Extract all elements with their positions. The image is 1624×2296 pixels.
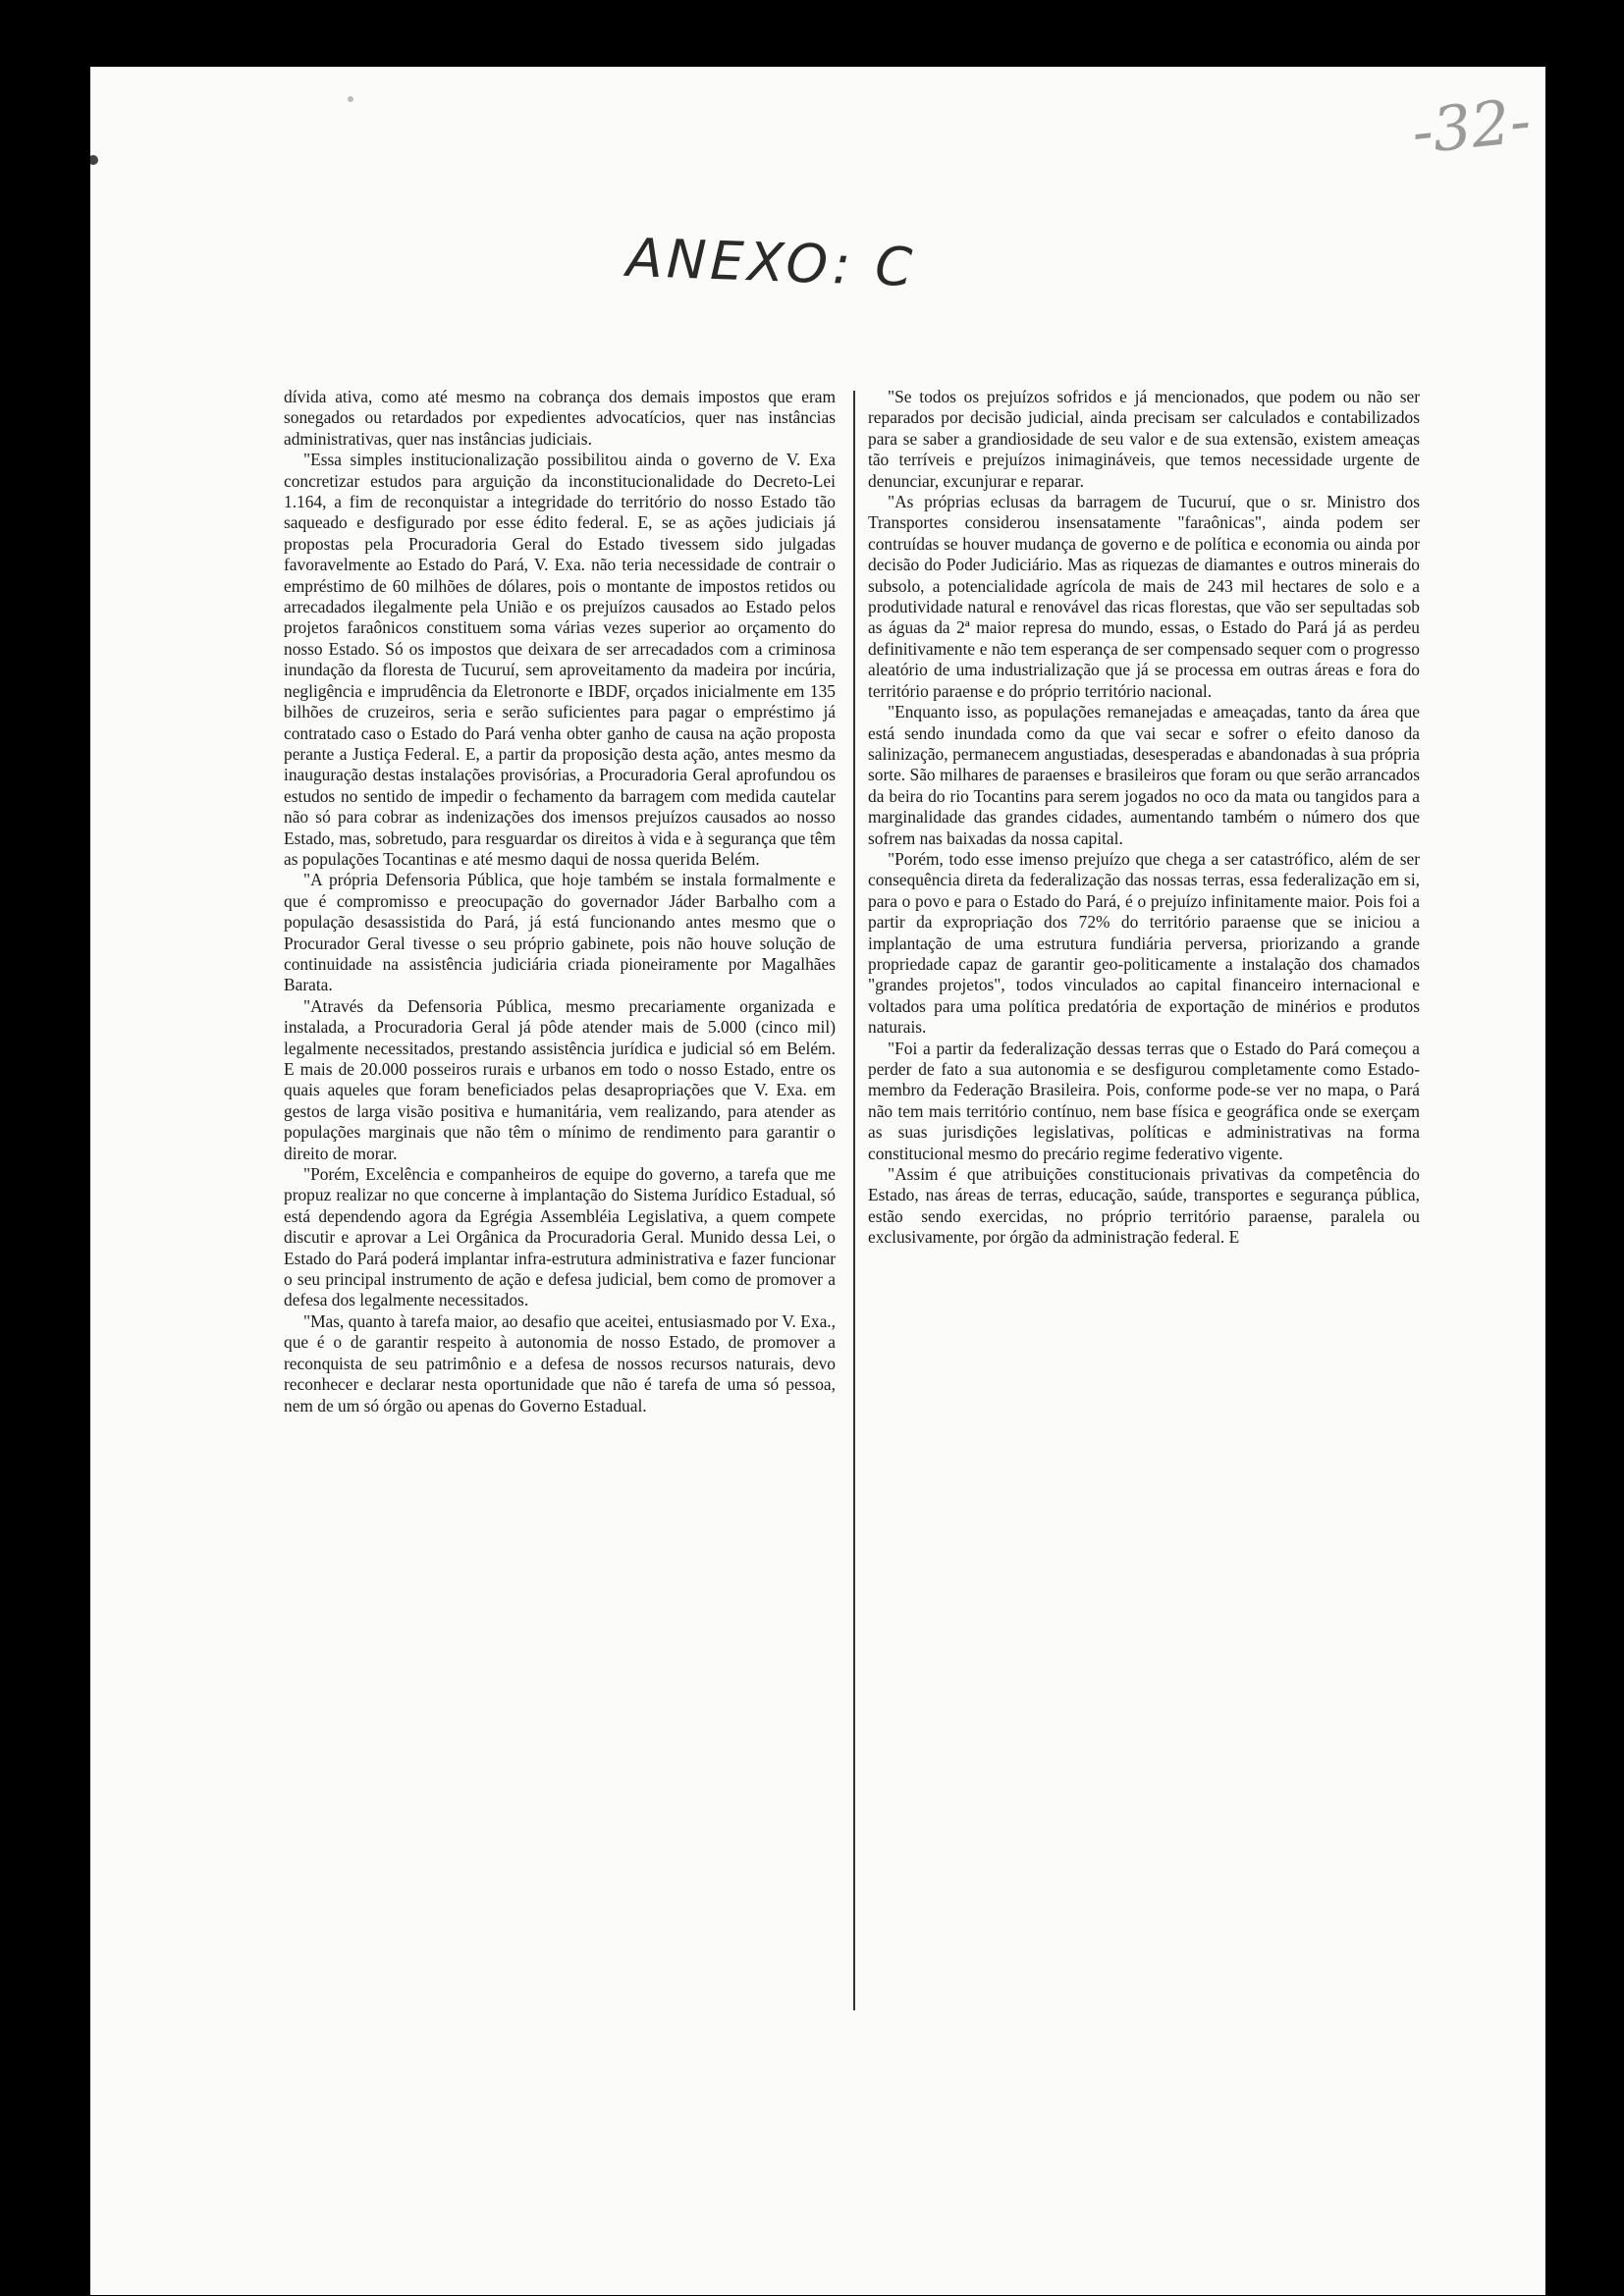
column-divider [853,391,855,2010]
paragraph: "A própria Defensoria Pública, que hoje também se instala formalmente e que é compromisso e preocupação do governador Jáder Barbalho com a população desassistida do Pará, já está funcionando antes mesmo que o Procurador Geral tivesse o seu próprio gabinete, pois não houve solução de continuidade na assistência judiciária criada pioneiramente por Magalhães Barata. [284,870,836,995]
paragraph: "Enquanto isso, as populações remanejadas e ameaçadas, tanto da área que está sendo inundada como da que vai secar e sofrer o efeito danoso da salinização, permanecem angustiadas, desesperadas e abandonadas à sua própria sorte. São milhares de paraenses e brasileiros que foram ou que serão arrancados da beira do rio Tocantins para serem jogados no oco da mata ou tangidos para a marginalidade das grandes cidades, aumentando também o número dos que sofrem nas baixadas da nossa capital. [868,702,1420,848]
paragraph: "Essa simples institucionalização possibilitou ainda o governo de V. Exa concretizar estudos para arguição da inconstitucionalidade do Decreto-Lei 1.164, a fim de reconquistar a integridade do território do nosso Estado tão saqueado e desfigurado por esse édito federal. E, se as ações judiciais já propostas pela Procuradoria Geral do Estado tivessem sido julgadas favoravelmente ao Estado do Pará, V. Exa. não teria necessidade de contrair o empréstimo de 60 milhões de dólares, pois o montante de impostos retidos ou arrecadados ilegalmente pela União e os prejuízos causados ao Estado pelos projetos faraônicos constituem soma várias vezes superior ao orçamento do nosso Estado. Só os impostos que deixara de ser arrecadados com a criminosa inundação da floresta de Tucuruí, sem aproveitamento da madeira por incúria, negligência e imprudência da Eletronorte e IBDF, orçados inicialmente em 135 bilhões de cruzeiros, seria e serão suficientes para pagar o empréstimo já contratado caso o Estado do Pará venha obter ganho de causa na ação proposta perante a Justiça Federal. E, a partir da proposição desta ação, antes mesmo da inauguração destas instalações provisórias, a Procuradoria Geral aprofundou os estudos no sentido de impedir o fechamento da barragem com medida cautelar não só para cobrar as indenizações dos imensos prejuízos causados ao nosso Estado, mas, sobretudo, para resguardar os direitos à vida e à segurança que têm as populações Tocantinas e até mesmo daqui de nossa querida Belém. [284,450,836,869]
annex-label: ANEXO: C [624,226,918,299]
paragraph: dívida ativa, como até mesmo na cobrança dos demais impostos que eram sonegados ou retardados por expedientes advocatícios, quer nas instâncias administrativas, quer nas instâncias judiciais. [284,387,836,449]
right-text-column [868,387,1420,1249]
paragraph: "Assim é que atribuições constitucionais privativas da competência do Estado, nas áreas de terras, educação, saúde, transportes e segurança pública, estão sendo exercidas, no próprio território paraense, paralela ou exclusivamente, por órgão da administração federal. E [868,1164,1420,1248]
paragraph: "Se todos os prejuízos sofridos e já mencionados, que podem ou não ser reparados por decisão judicial, ainda precisam ser calculados e contabilizados para se saber a grandiosidade de seu valor e de sua extensão, existem ameaças tão terríveis e prejuízos inimagináveis, que temos necessidade urgente de denunciar, excunjurar e reparar. [868,387,1420,491]
paragraph: "Através da Defensoria Pública, mesmo precariamente organizada e instalada, a Procuradoria Geral já pôde atender mais de 5.000 (cinco mil) legalmente necessitados, prestando assistência jurídica e judicial só em Belém. E mais de 20.000 posseiros rurais e urbanos em todo o nosso Estado, entre os quais aqueles que foram beneficiados pelas desapropriações que V. Exa. em gestos de larga visão positiva e humanitária, vem realizando, para atender as populações marginais que não têm o mínimo de rendimento para garantir o direito de morar. [284,995,836,1163]
document-page [90,67,1545,2295]
paragraph: "Foi a partir da federalização dessas terras que o Estado do Pará começou a perder de fato a sua autonomia e se desfigurou completamente como Estado-membro da Federação Brasileira. Pois, conforme pode-se ver no mapa, o Pará não tem mais território contínuo, nem base física e geográfica onde se exerçam as suas jurisdições legislativas, políticas e administrativas na forma constitucional mesmo do precário regime federativo vigente. [868,1038,1420,1163]
page-number: -32- [1408,83,1535,169]
paragraph: "Mas, quanto à tarefa maior, ao desafio que aceitei, entusiasmado por V. Exa., que é o de garantir respeito à autonomia de nosso Estado, de promover a reconquista de seu patrimônio e a defesa de nossos recursos naturais, devo reconhecer e declarar nesta oportunidade que não é tarefa de uma só pessoa, nem de um só órgão ou apenas do Governo Estadual. [284,1310,836,1415]
paragraph: "As próprias eclusas da barragem de Tucuruí, que o sr. Ministro dos Transportes considerou insensatamente "faraônicas", ainda podem ser contruídas se houver mudança de governo e de política e economia ou ainda por decisão do Poder Judiciário. Mas as riquezas de diamantes e outros minerais do subsolo, a potencialidade agrícola de mais de 243 mil hectares de solo e a produtividade natural e renovável das ricas florestas, que vão ser sepultadas sob as águas da 2ª maior represa do mundo, essas, o Estado do Pará já as perdeu definitivamente e não tem esperança de ser compensado sequer com o progresso aleatório de uma industrialização que já se processa em outras áreas e fora do território paraense e do próprio território nacional. [868,492,1420,701]
paragraph: "Porém, todo esse imenso prejuízo que chega a ser catastrófico, além de ser consequência direta da federalização das nossas terras, essa federalização em si, para o povo e para o Estado do Pará, é o prejuízo infinitamente maior. Pois foi a partir da expropriação dos 72% do território paraense que se iniciou a implantação de uma estrutura fundiária perversa, priorizando a grande propriedade capaz de garantir geo-politicamente a instalação dos chamados "grandes projetos", todos vinculados ao capital financeiro internacional e voltados para uma política predatória de exportação de minérios e produtos naturais. [868,848,1420,1038]
scan-speck [348,96,353,102]
margin-dot [90,155,98,165]
left-text-column [284,387,836,1416]
paragraph: "Porém, Excelência e companheiros de equipe do governo, a tarefa que me propuz realizar no que concerne à implantação do Sistema Jurídico Estadual, só está dependendo agora da Egrégia Assembléia Legislativa, a quem compete discutir e aprovar a Lei Orgânica da Procuradoria Geral. Munido dessa Lei, o Estado do Pará poderá implantar infra-estrutura administrativa e fazer funcionar o seu principal instrumento de ação e defesa judicial, bem como de promover a defesa dos legalmente necessitados. [284,1164,836,1310]
